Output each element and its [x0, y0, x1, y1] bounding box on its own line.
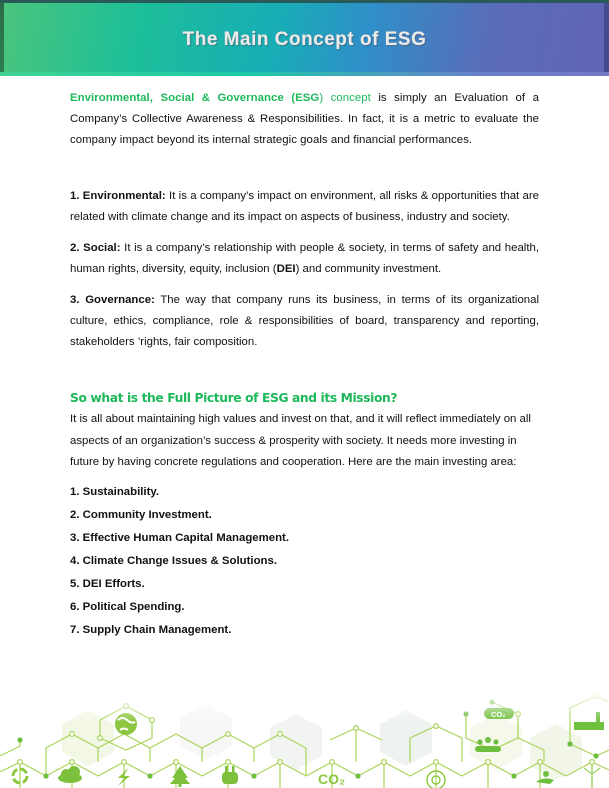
mission-paragraph: It is all about maintaining high values and invest on that, and it will reflect immediately on all aspects of an organization’s success & prosperity with society. It needs more investing in future by having concrete regulations and cooperation. Here are the main investing area:	[70, 413, 531, 468]
pillar-governance	[70, 290, 539, 353]
pillar-text: ) and community investment.	[295, 263, 442, 275]
pillar-social	[70, 238, 539, 280]
pillar-label: 3. Governance:	[70, 294, 155, 306]
pillar-text: The way that company runs its business, in terms of its organizational culture, ethics, compliance, role & responsibilities of board, transparency and reporting, stakeholders ’rights, fair composition.	[70, 294, 539, 348]
pillar-environmental	[70, 186, 539, 228]
dei-emphasis: DEI	[276, 263, 296, 275]
pillar-label: 2. Social:	[70, 242, 121, 254]
list-item: 2. Community Investment.	[70, 508, 212, 521]
pillar-text: It is a company’s relationship with people & society, in terms of safety and health, human rights, diversity, equity, inclusion (	[70, 242, 540, 275]
esg-term-suffix: concept	[323, 92, 371, 104]
esg-term: Environmental, Social & Governance (ESG	[70, 92, 320, 104]
intro-paragraph	[70, 88, 539, 151]
document-body	[70, 88, 539, 642]
list-item: 6. Political Spending.	[70, 600, 185, 613]
esg-term-paren: )	[319, 92, 324, 104]
page-title: The Main Concept of ESG	[182, 29, 427, 50]
pillar-text: It is a company’s impact on environment, all risks & opportunities that are related with climate change and its impact on aspects of business, industry and society.	[70, 190, 539, 223]
list-item: 7. Supply Chain Management.	[70, 623, 232, 636]
mission-heading: So what is the Full Picture of ESG and its Mission?	[70, 391, 398, 405]
header-bevel	[0, 72, 609, 76]
intro-text: is simply an Evaluation of a Company’s Collective Awareness & Responsibilities. In fact, it is a metric to evaluate the company impact beyond its internal strategic goals and financial performances.	[70, 92, 539, 146]
list-item: 5. DEI Efforts.	[70, 577, 145, 590]
header-banner	[0, 0, 609, 76]
investing-areas-list	[70, 481, 539, 642]
list-item: 3. Effective Human Capital Management.	[70, 531, 290, 544]
pillar-label: 1. Environmental:	[70, 190, 166, 202]
list-item: 4. Climate Change Issues & Solutions.	[70, 554, 277, 567]
list-item: 1. Sustainability.	[70, 485, 160, 498]
eco-hexagon-footer-art	[0, 688, 609, 788]
